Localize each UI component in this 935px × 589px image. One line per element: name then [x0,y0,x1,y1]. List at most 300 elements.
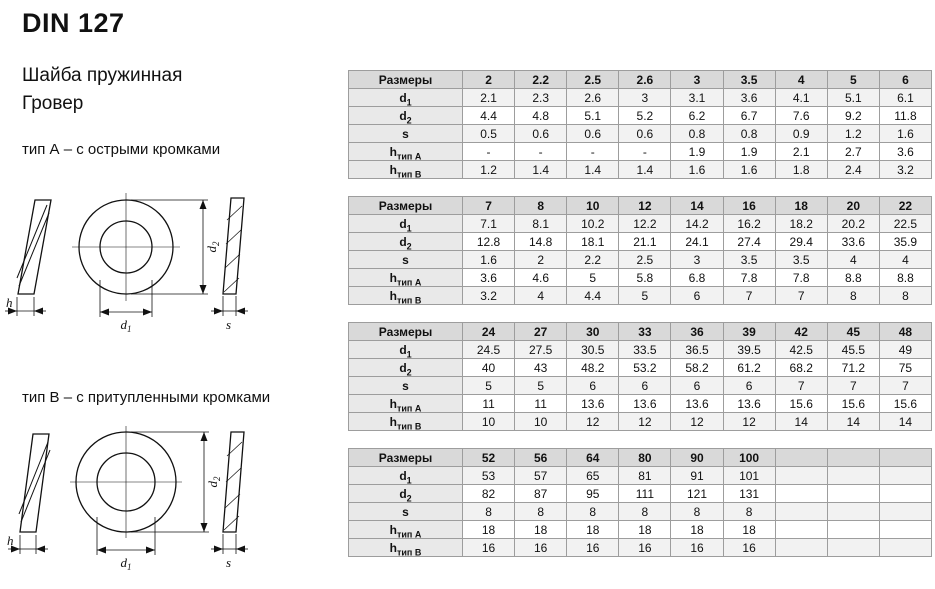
size-header-cell: 22 [879,197,931,215]
sizes-header-label: Размеры [349,449,463,467]
size-header-cell: 2.2 [515,71,567,89]
row-label-base: s [402,252,409,267]
value-cell: 7.6 [775,107,827,125]
value-cell: 1.9 [723,143,775,161]
value-cell: 16 [619,539,671,557]
value-cell: 82 [463,485,515,503]
table-row [349,107,932,125]
row-label-cell [349,377,463,395]
d2-label: $d_2$ [204,241,221,253]
value-cell: 1.6 [723,161,775,179]
size-header-cell: 4 [775,71,827,89]
value-cell: 8.8 [879,269,931,287]
value-cell: 4.4 [463,107,515,125]
value-cell [879,539,931,557]
value-cell: 3.1 [671,89,723,107]
value-cell: 58.2 [671,359,723,377]
size-header-cell [827,449,879,467]
value-cell [827,539,879,557]
side-view-type-b [19,434,50,532]
value-cell: 16 [567,539,619,557]
table-row [349,125,932,143]
value-cell: 5 [567,269,619,287]
value-cell: 7.8 [775,269,827,287]
value-cell: 5.1 [827,89,879,107]
value-cell: 16 [723,539,775,557]
value-cell: 14 [879,413,931,431]
value-cell: 14 [827,413,879,431]
sizes-header-label: Размеры [349,323,463,341]
row-label-cell [349,539,463,557]
value-cell [879,503,931,521]
d1-label-b: $d_1$ [120,555,132,572]
value-cell: 4.8 [515,107,567,125]
value-cell: 3.2 [463,287,515,305]
value-cell: 91 [671,467,723,485]
table-row [349,359,932,377]
value-cell: 4.4 [567,287,619,305]
row-label-base: d [399,234,407,249]
value-cell: 3 [671,251,723,269]
value-cell: 0.8 [671,125,723,143]
row-label-subscript: тип В [396,294,422,305]
value-cell: 18.1 [567,233,619,251]
value-cell: 27.4 [723,233,775,251]
value-cell: 24.5 [463,341,515,359]
value-cell: 65 [567,467,619,485]
value-cell: 8 [463,503,515,521]
value-cell: 2.5 [619,251,671,269]
value-cell: 13.6 [723,395,775,413]
row-label-base: d [399,486,407,501]
row-label-base: s [402,378,409,393]
row-label-cell [349,341,463,359]
value-cell [827,485,879,503]
value-cell: - [463,143,515,161]
table-row [349,377,932,395]
value-cell: 14.2 [671,215,723,233]
value-cell: 101 [723,467,775,485]
s-label: s [226,317,232,332]
row-label-base: h [389,162,397,177]
value-cell: 12 [619,413,671,431]
value-cell: 49 [879,341,931,359]
value-cell: 24.1 [671,233,723,251]
row-label-base: d [399,342,407,357]
value-cell: - [567,143,619,161]
value-cell: 4.6 [515,269,567,287]
value-cell: 27.5 [515,341,567,359]
value-cell: 8 [827,287,879,305]
type-b-caption: тип В – с притупленными кромками [22,389,271,406]
row-label-subscript: 1 [406,222,412,233]
value-cell [775,521,827,539]
table-row [349,467,932,485]
washer-drawing-type-a [4,190,272,340]
value-cell: 131 [723,485,775,503]
value-cell: 1.2 [827,125,879,143]
table-row [349,233,932,251]
value-cell: 10.2 [567,215,619,233]
row-label-base: s [402,504,409,519]
value-cell [775,539,827,557]
row-label-cell [349,107,463,125]
sizes-header-label: Размеры [349,71,463,89]
value-cell: 7.1 [463,215,515,233]
size-header-cell: 36 [671,323,723,341]
value-cell: 4 [827,251,879,269]
value-cell: 6.2 [671,107,723,125]
table-header-row [349,449,932,467]
value-cell: 2.3 [515,89,567,107]
value-cell: 5 [619,287,671,305]
table-header-row [349,71,932,89]
value-cell: 4.1 [775,89,827,107]
value-cell: 4 [879,251,931,269]
row-label-base: d [399,108,407,123]
value-cell: 14.8 [515,233,567,251]
value-cell: 3.5 [775,251,827,269]
value-cell: 10 [463,413,515,431]
value-cell: 15.6 [775,395,827,413]
row-label-subscript: тип А [396,276,422,287]
value-cell: 2 [515,251,567,269]
h-label: h [6,295,13,310]
size-header-cell: 2.6 [619,71,671,89]
size-header-cell: 5 [827,71,879,89]
value-cell: 2.1 [463,89,515,107]
value-cell: 87 [515,485,567,503]
size-header-cell: 56 [515,449,567,467]
row-label-cell [349,251,463,269]
row-label-subscript: 2 [406,240,412,251]
value-cell: 7 [879,377,931,395]
value-cell: 18.2 [775,215,827,233]
value-cell: 30.5 [567,341,619,359]
row-label-cell [349,161,463,179]
value-cell: 2.6 [567,89,619,107]
size-header-cell: 100 [723,449,775,467]
value-cell: 2.4 [827,161,879,179]
value-cell [775,503,827,521]
size-header-cell: 30 [567,323,619,341]
value-cell: 1.4 [619,161,671,179]
size-header-cell: 39 [723,323,775,341]
row-label-cell [349,89,463,107]
table-row [349,89,932,107]
value-cell: 0.9 [775,125,827,143]
row-label-subscript: тип В [396,168,422,179]
value-cell: 68.2 [775,359,827,377]
size-header-cell: 8 [515,197,567,215]
value-cell: 29.4 [775,233,827,251]
value-cell: 0.8 [723,125,775,143]
row-label-base: d [399,468,407,483]
washer-drawing-type-b [4,422,272,582]
row-label-subscript: 1 [406,474,412,485]
row-label-subscript: тип В [396,546,422,557]
value-cell [827,521,879,539]
value-cell: 7 [775,287,827,305]
value-cell: 5 [463,377,515,395]
value-cell [827,467,879,485]
table-row [349,143,932,161]
value-cell: - [619,143,671,161]
value-cell: 53.2 [619,359,671,377]
value-cell: 15.6 [879,395,931,413]
type-a-drawing [4,190,272,345]
row-label-subscript: 2 [406,366,412,377]
value-cell: 3.6 [463,269,515,287]
row-label-base: h [389,270,397,285]
page-title: DIN 127 [22,8,125,38]
value-cell: 4 [515,287,567,305]
section-view-type-a [223,198,244,294]
value-cell: 3.6 [723,89,775,107]
value-cell: 71.2 [827,359,879,377]
d2-label-b: $d_2$ [205,476,222,488]
value-cell: 8 [567,503,619,521]
value-cell: 10 [515,413,567,431]
table-row [349,269,932,287]
sizes-header-label: Размеры [349,197,463,215]
row-label-cell [349,233,463,251]
value-cell: 13.6 [671,395,723,413]
subtitle [22,62,182,118]
value-cell: 7 [827,377,879,395]
value-cell: 21.1 [619,233,671,251]
row-label-cell [349,359,463,377]
value-cell: 0.6 [619,125,671,143]
table-row [349,503,932,521]
value-cell: 11.8 [879,107,931,125]
row-label-subscript: тип А [396,402,422,413]
row-label-cell [349,125,463,143]
value-cell: 16 [671,539,723,557]
value-cell: 8 [723,503,775,521]
value-cell: 53 [463,467,515,485]
size-header-cell: 52 [463,449,515,467]
value-cell: 5.8 [619,269,671,287]
row-label-base: h [389,288,397,303]
row-label-base: d [399,360,407,375]
row-label-subscript: тип В [396,420,422,431]
row-label-base: h [389,522,397,537]
row-label-subscript: тип А [396,528,422,539]
value-cell [775,467,827,485]
value-cell: 39.5 [723,341,775,359]
value-cell: 3 [619,89,671,107]
table-row [349,485,932,503]
dimension-table-2 [348,196,932,305]
value-cell: 22.5 [879,215,931,233]
row-label-subscript: 2 [406,114,412,125]
value-cell: 0.6 [567,125,619,143]
value-cell [879,485,931,503]
row-label-base: d [399,216,407,231]
row-label-base: h [389,144,397,159]
value-cell: 2.7 [827,143,879,161]
value-cell: 36.5 [671,341,723,359]
value-cell: 18 [463,521,515,539]
value-cell: 57 [515,467,567,485]
value-cell: 6 [619,377,671,395]
value-cell: 8 [515,503,567,521]
value-cell: 81 [619,467,671,485]
table-row [349,215,932,233]
table-header-row [349,197,932,215]
value-cell: 111 [619,485,671,503]
value-cell: 1.2 [463,161,515,179]
value-cell: 16 [463,539,515,557]
value-cell: 12 [567,413,619,431]
size-header-cell: 20 [827,197,879,215]
size-header-cell: 10 [567,197,619,215]
size-header-cell: 7 [463,197,515,215]
value-cell: 1.8 [775,161,827,179]
s-dimension-b [211,534,248,554]
value-cell: 95 [567,485,619,503]
front-view-type-a [72,193,180,301]
value-cell [775,485,827,503]
table-row [349,539,932,557]
value-cell: 12 [723,413,775,431]
table-row [349,521,932,539]
value-cell: 1.4 [567,161,619,179]
value-cell: 18 [567,521,619,539]
s-label-b: s [226,555,232,570]
s-dimension [211,296,248,316]
row-label-cell [349,269,463,287]
value-cell: 2.2 [567,251,619,269]
table-row [349,413,932,431]
h-label-b: h [7,533,14,548]
value-cell: 3.5 [723,251,775,269]
row-label-subscript: 1 [406,96,412,107]
size-header-cell: 80 [619,449,671,467]
table-row [349,251,932,269]
value-cell: 18 [671,521,723,539]
value-cell: 48.2 [567,359,619,377]
row-label-cell [349,413,463,431]
table-row [349,341,932,359]
value-cell: 1.6 [879,125,931,143]
value-cell: 33.5 [619,341,671,359]
row-label-base: h [389,414,397,429]
size-header-cell: 27 [515,323,567,341]
size-header-cell: 12 [619,197,671,215]
row-label-cell [349,521,463,539]
value-cell: 6 [671,287,723,305]
value-cell: 15.6 [827,395,879,413]
size-header-cell: 90 [671,449,723,467]
value-cell: 0.5 [463,125,515,143]
size-header-cell: 16 [723,197,775,215]
value-cell: 61.2 [723,359,775,377]
value-cell: 11 [463,395,515,413]
value-cell: 35.9 [879,233,931,251]
value-cell: - [515,143,567,161]
value-cell: 3.2 [879,161,931,179]
value-cell: 42.5 [775,341,827,359]
value-cell: 20.2 [827,215,879,233]
value-cell: 5.2 [619,107,671,125]
value-cell [879,521,931,539]
value-cell: 121 [671,485,723,503]
size-header-cell: 45 [827,323,879,341]
subtitle-line1: Шайба пружинная [22,65,183,86]
value-cell: 6 [723,377,775,395]
value-cell: 8.1 [515,215,567,233]
value-cell: 2.1 [775,143,827,161]
type-b-drawing [4,422,272,587]
value-cell: 7 [723,287,775,305]
value-cell: 9.2 [827,107,879,125]
value-cell: 6 [567,377,619,395]
type-a-caption: тип А – с острыми кромками [22,141,221,158]
subtitle-line2: Гровер [22,93,84,114]
value-cell: 14 [775,413,827,431]
value-cell [827,503,879,521]
value-cell: 6.1 [879,89,931,107]
value-cell: 18 [619,521,671,539]
size-header-cell: 64 [567,449,619,467]
size-header-cell: 48 [879,323,931,341]
row-label-cell [349,503,463,521]
table-header-row [349,323,932,341]
dimension-table-4 [348,448,932,557]
value-cell: 8.8 [827,269,879,287]
value-cell: 8 [619,503,671,521]
size-header-cell: 2 [463,71,515,89]
value-cell: 33.6 [827,233,879,251]
size-header-cell: 6 [879,71,931,89]
size-header-cell [879,449,931,467]
table-row [349,395,932,413]
dimension-table-1 [348,70,932,179]
value-cell: 16 [515,539,567,557]
value-cell: 16.2 [723,215,775,233]
dimension-table-3 [348,322,932,431]
value-cell: 18 [515,521,567,539]
value-cell: 5.1 [567,107,619,125]
row-label-base: s [402,126,409,141]
value-cell: 8 [879,287,931,305]
value-cell: 6.7 [723,107,775,125]
front-view-type-b [70,426,182,538]
value-cell: 11 [515,395,567,413]
row-label-cell [349,215,463,233]
row-label-base: h [389,396,397,411]
size-header-cell: 14 [671,197,723,215]
section-view-type-b [223,432,244,532]
size-header-cell: 2.5 [567,71,619,89]
row-label-cell [349,143,463,161]
row-label-cell [349,467,463,485]
side-view-type-a [17,200,51,294]
value-cell: 7 [775,377,827,395]
d1-label: $d_1$ [120,317,132,334]
table-row [349,161,932,179]
h-dimension-b [8,535,48,554]
value-cell: 6 [671,377,723,395]
row-label-base: h [389,540,397,555]
size-header-cell: 18 [775,197,827,215]
value-cell: 1.6 [463,251,515,269]
size-header-cell: 33 [619,323,671,341]
row-label-subscript: тип А [396,150,422,161]
size-header-cell: 42 [775,323,827,341]
